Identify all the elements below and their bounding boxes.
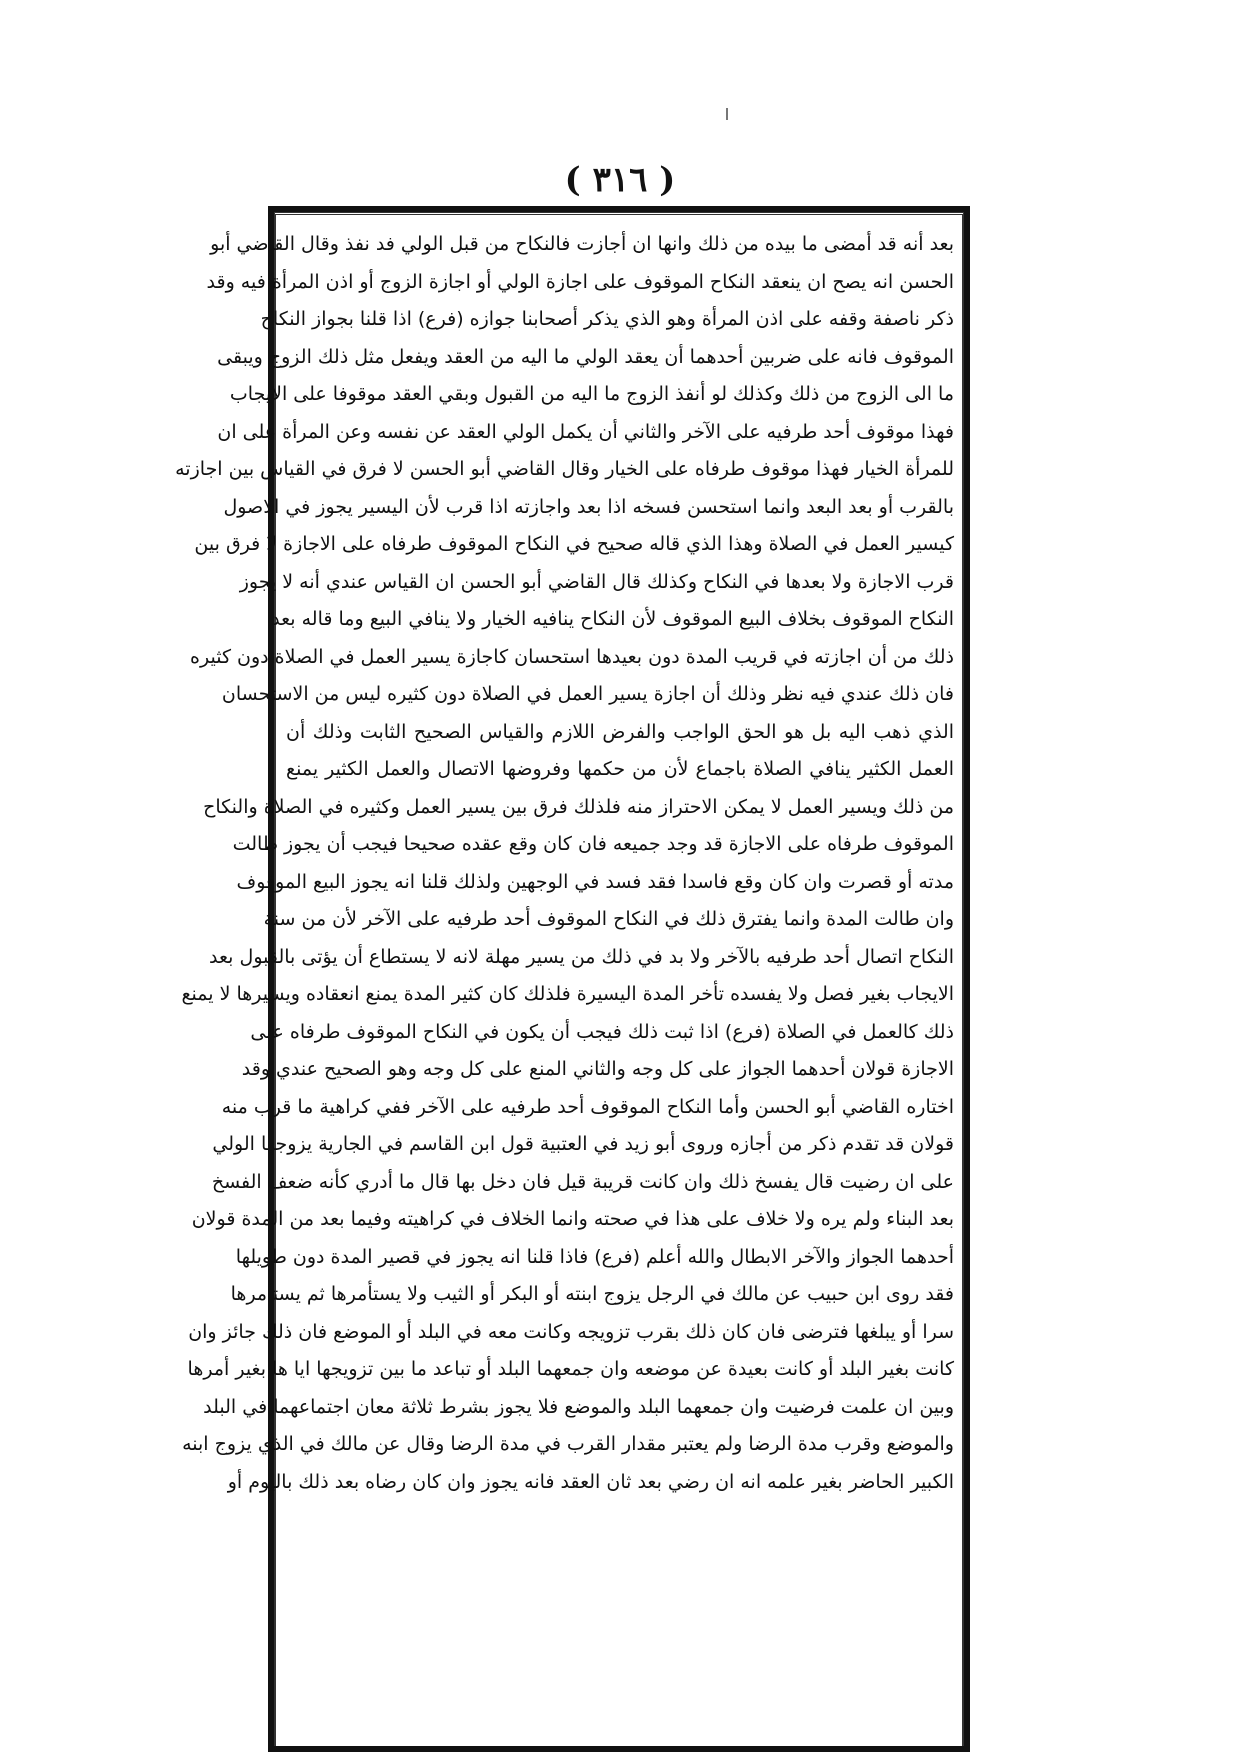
text-line: الحسن انه يصح ان ينعقد النكاح الموقوف على اجازة الولي أو اجازة الزوج أو اذن المرأة فيه وقد xyxy=(206,270,954,293)
text-line: كانت بغير البلد أو كانت بعيدة عن موضعه وان جمعهما البلد أو تباعد ما بين تزويجها ايا ها بغير أمرها xyxy=(187,1358,954,1380)
text-line: وبين ان علمت فرضيت وان جمعهما البلد والموضع فلا يجوز بشرط ثلاثة معان اجتماعهما في البلد xyxy=(203,1395,954,1418)
text-line: مدته أو قصرت وان كان وقع فاسدا فقد فسد في الوجهين ولذلك قلنا انه يجوز البيع الموقوف xyxy=(236,870,954,893)
text-line: قرب الاجازة ولا بعدها في النكاح وكذلك قال القاضي أبو الحسن ان القياس عندي أنه لا يجوز xyxy=(239,570,954,593)
text-line: فهذا موقوف أحد طرفيه على الآخر والثاني أن يكمل الولي العقد عن نفسه وعن المرأة على ان xyxy=(217,420,954,443)
text-line: الايجاب بغير فصل ولا يفسده تأخر المدة اليسيرة فلذلك كان كثير المدة يمنع انعقاده ويسيرها لا يمنع xyxy=(181,983,954,1005)
text-line: للمرأة الخيار فهذا موقوف طرفاه على الخيار وقال القاضي أبو الحسن لا فرق في القياس بين اجازته xyxy=(175,458,954,480)
text-line: الموقوف فانه على ضربين أحدهما أن يعقد الولي ما اليه من العقد ويفعل مثل ذلك الزوج ويبقى xyxy=(217,345,954,368)
text-line: فان ذلك عندي فيه نظر وذلك أن اجازة يسير العمل في الصلاة دون كثيره ليس من الاستحسان xyxy=(221,683,954,705)
text-line: بعد البناء ولم يره ولا خلاف على هذا في صحته وانما الخلاف في كراهيته وفيما بعد من المدة قولان xyxy=(191,1208,954,1230)
text-line: اختاره القاضي أبو الحسن وأما النكاح الموقوف أحد طرفيه على الآخر ففي كراهية ما قرب منه xyxy=(221,1095,954,1118)
body-text xyxy=(175,226,954,1726)
page-number: ( ٣١٦ ) xyxy=(564,160,676,200)
text-line: قولان قد تقدم ذكر من أجازه وروى أبو زيد في العتبية قول ابن القاسم في الجارية يزوجها الولي xyxy=(212,1133,954,1155)
text-line: من ذلك ويسير العمل لا يمكن الاحتراز منه فلذلك فرق بين يسير العمل وكثيره في الصلاة والنكاح xyxy=(203,795,954,818)
text-line: الكبير الحاضر بغير علمه انه ان رضي بعد ثان العقد فانه يجوز وان كان رضاه بعد ذلك باليوم أو xyxy=(227,1470,954,1493)
text-line: النكاح اتصال أحد طرفيه بالآخر ولا بد في ذلك من يسير مهلة لانه لا يستطاع أن يؤتى بالقبول بعد xyxy=(209,945,954,968)
text-line: ذلك كالعمل في الصلاة (فرع) اذا ثبت ذلك فيجب أن يكون في النكاح الموقوف طرفاه على xyxy=(250,1020,954,1043)
text-line: فقد روى ابن حبيب عن مالك في الرجل يزوج ابنته أو البكر أو الثيب ولا يستأمرها ثم يستأمرها xyxy=(230,1283,954,1305)
text-line: على ان رضيت قال يفسخ ذلك وان كانت قريبة قيل فان دخل بها قال ما أدري كأنه ضعف الفسخ xyxy=(211,1170,954,1193)
text-line: ذكر ناصفة وقفه على اذن المرأة وهو الذي يذكر أصحابنا جوازه (فرع) اذا قلنا بجواز النكاح xyxy=(260,308,954,330)
text-line: وان طالت المدة وانما يفترق ذلك في النكاح الموقوف أحد طرفيه على الآخر لأن من سنة xyxy=(263,908,954,930)
text-line: ذلك من أن اجازته في قريب المدة دون بعيدها استحسان كاجازة يسير العمل في الصلاة دون كثيره xyxy=(190,645,954,668)
text-line: والموضع وقرب مدة الرضا ولم يعتبر مقدار القرب في مدة الرضا وقال عن مالك في الذي يزوج ابنه xyxy=(182,1433,954,1455)
text-line: العمل الكثير ينافي الصلاة باجماع لأن من حكمها وفروضها الاتصال والعمل الكثير يمنع xyxy=(286,758,954,780)
text-line: كيسير العمل في الصلاة وهذا الذي قاله صحيح في النكاح الموقوف طرفاه على الاجازة لا فرق بين xyxy=(194,533,954,555)
text-line: ما الى الزوج من ذلك وكذلك لو أنفذ الزوج ما اليه من القبول وبقي العقد موقوفا على الايجاب xyxy=(229,383,954,405)
text-line: أحدهما الجواز والآخر الابطال والله أعلم (فرع) فاذا قلنا انه يجوز في قصير المدة دون طويلها xyxy=(235,1245,954,1268)
stray-mark xyxy=(726,108,728,120)
text-line: النكاح الموقوف بخلاف البيع الموقوف لأن النكاح ينافيه الخيار ولا ينافي البيع وما قاله بعد xyxy=(271,608,954,630)
text-line: الاجازة قولان أحدهما الجواز على كل وجه والثاني المنع على كل وجه وهو الصحيح عندي وقد xyxy=(241,1058,954,1080)
text-line: الموقوف طرفاه على الاجازة قد وجد جميعه فان كان وقع عقده صحيحا فيجب أن يجوز طالت xyxy=(232,833,954,855)
text-line: سرا أو يبلغها فترضى فان كان ذلك بقرب تزويجه وكانت معه في البلد أو الموضع فان ذلك جائز وان xyxy=(188,1320,954,1343)
text-line: بالقرب أو بعد البعد وانما استحسن فسخه اذا بعد واجازته اذا قرب لأن اليسير يجوز في الاصول xyxy=(223,495,954,518)
text-line: بعد أنه قد أمضى ما بيده من ذلك وانها ان أجازت فالنكاح من قبل الولي فد نفذ وقال القاضي أبو xyxy=(210,233,954,255)
text-line: الذي ذهب اليه بل هو الحق الواجب والفرض اللازم والقياس الصحيح الثابت وذلك أن xyxy=(286,720,954,743)
